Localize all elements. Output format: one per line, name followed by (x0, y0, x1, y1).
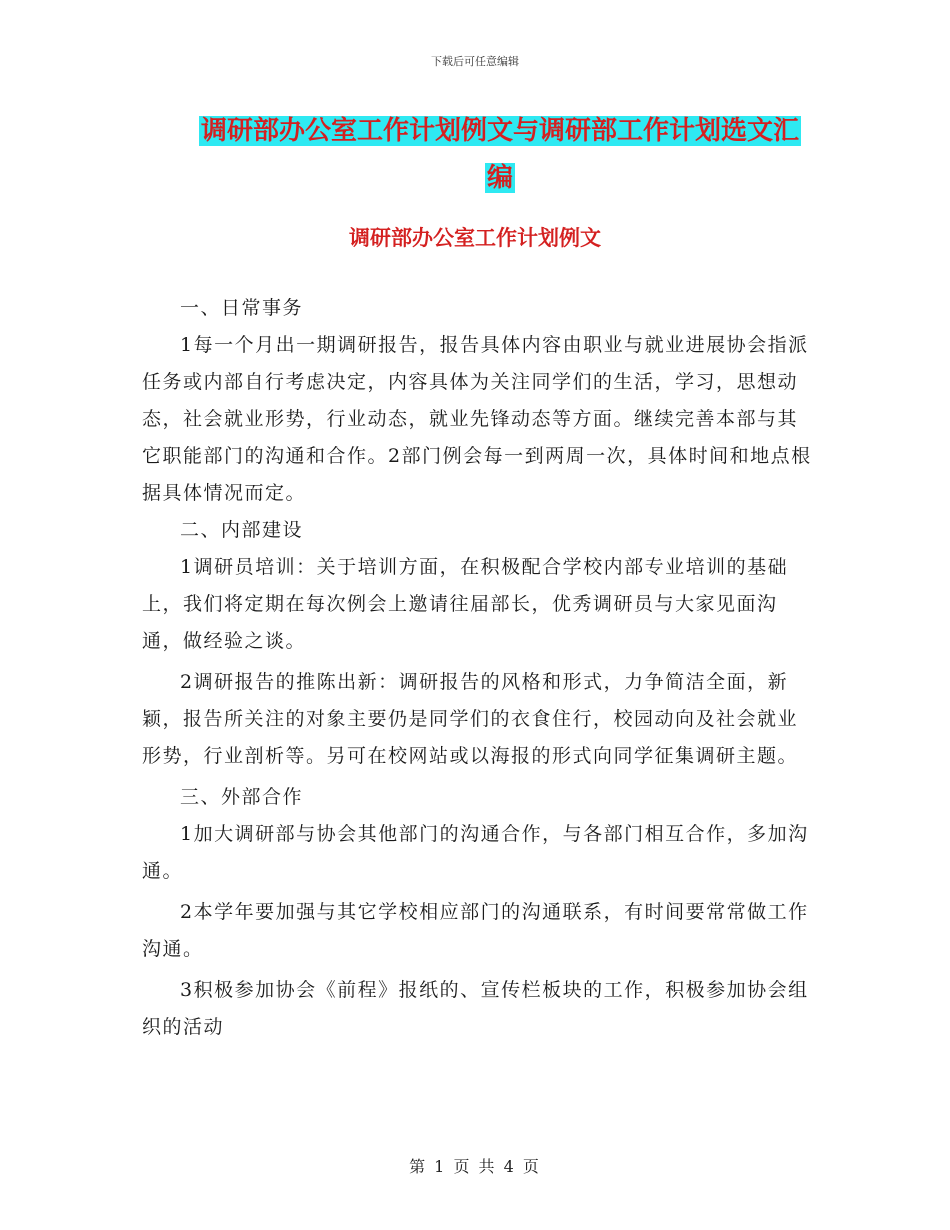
paragraph: 2本学年要加强与其它学校相应部门的沟通联系，有时间要常常做工作沟通。 (142, 901, 809, 960)
paragraph: 2调研报告的推陈出新：调研报告的风格和形式，力争简洁全面，新颖，报告所关注的对象主要仍是同学们的衣食住行，校园动向及社会就业形势，行业剖析等。另可在校网站或以海报的形式向同学征集调研主题。 (142, 671, 799, 767)
heading-internal-building: 二、内部建设 (180, 519, 304, 541)
paragraph: 1每一个月出一期调研报告，报告具体内容由职业与就业进展协会指派任务或内部自行考虑决定，内容具体为关注同学们的生活，学习，思想动态，社会就业形势，行业动态，就业先锋动态等方面。继续完善本部与其它职能部门的沟通和合作。2部门例会每一到两周一次，具体时间和地点根据具体情况而定。 (142, 334, 812, 504)
heading-external-cooperation: 三、外部合作 (180, 786, 304, 808)
section-title: 调研部办公室工作计划例文 (349, 226, 601, 250)
title-line-1: 调研部办公室工作计划例文与调研部工作计划选文汇 (200, 116, 799, 146)
document-title (190, 108, 810, 202)
heading-daily-affairs: 一、日常事务 (180, 297, 304, 319)
paragraph: 1加大调研部与协会其他部门的沟通合作，与各部门相互合作，多加沟通。 (142, 823, 809, 882)
paragraph: 3积极参加协会《前程》报纸的、宣传栏板块的工作，积极参加协会组织的活动 (142, 979, 809, 1038)
header-note: 下载后可任意编辑 (431, 55, 519, 68)
paragraph: 1调研员培训：关于培训方面，在积极配合学校内部专业培训的基础上，我们将定期在每次例会上邀请往届部长，优秀调研员与大家见面沟通，做经验之谈。 (142, 556, 789, 652)
title-line-2: 编 (486, 163, 513, 193)
page-number-footer: 第 1 页 共 4 页 (409, 1157, 541, 1176)
document-body (142, 290, 812, 1046)
